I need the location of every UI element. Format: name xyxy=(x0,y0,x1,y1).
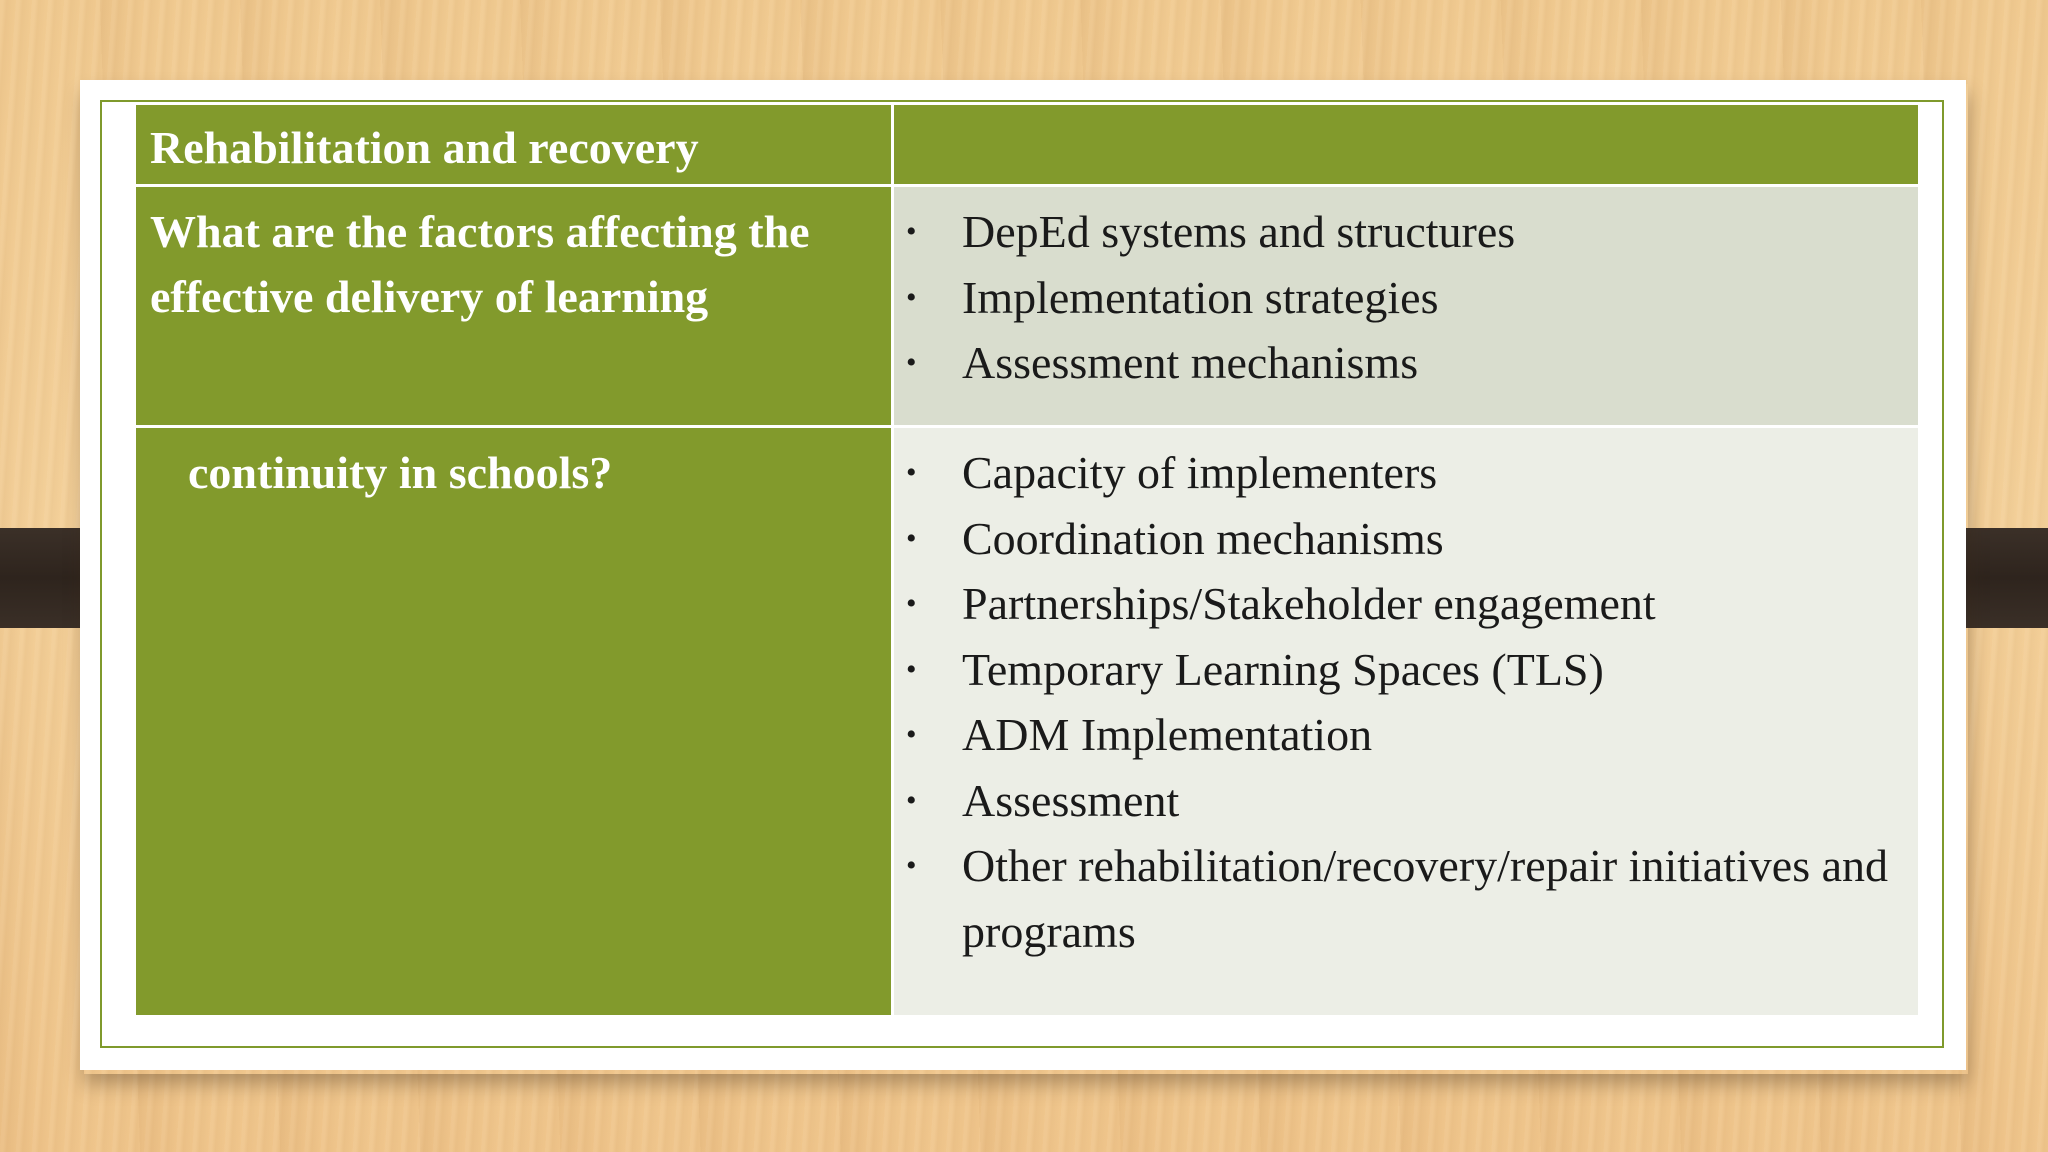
question-cell-continued xyxy=(135,427,893,1017)
header-cell-right xyxy=(893,104,1920,186)
question-text-part1: What are the factors affecting the effective delivery of learning xyxy=(150,206,810,322)
bullet-icon: • xyxy=(906,587,917,620)
table-row xyxy=(135,427,1920,1017)
table-header-row xyxy=(135,104,1920,186)
list-item: • Assessment xyxy=(894,768,1908,834)
bullet-icon: • xyxy=(906,718,917,751)
bullet-icon: • xyxy=(906,849,917,882)
question-text-part2: continuity in schools? xyxy=(188,447,613,498)
table-row xyxy=(135,186,1920,427)
answer-cell-group1 xyxy=(893,186,1920,427)
list-item: • DepEd systems and structures xyxy=(894,199,1908,265)
list-item: • ADM Implementation xyxy=(894,702,1908,768)
bullet-icon: • xyxy=(906,215,917,248)
list-item: • Implementation strategies xyxy=(894,265,1908,331)
bullet-icon: • xyxy=(906,346,917,379)
bullet-icon: • xyxy=(906,456,917,489)
list-item: • Assessment mechanisms xyxy=(894,330,1908,396)
answer-cell-group2 xyxy=(893,427,1920,1017)
bullet-icon: • xyxy=(906,652,917,686)
bullet-icon: • xyxy=(906,783,917,817)
factor-list-group1 xyxy=(894,187,1918,396)
list-item: • Partnerships/Stakeholder engagement xyxy=(894,571,1908,637)
list-item: • Temporary Learning Spaces (TLS) xyxy=(894,637,1908,703)
list-item: • Other rehabilitation/recovery/repair initiatives and programs xyxy=(894,833,1908,964)
header-cell-left xyxy=(135,104,893,186)
factor-list-group2 xyxy=(894,428,1918,964)
list-item: • Coordination mechanisms xyxy=(894,506,1908,572)
bullet-icon: • xyxy=(906,521,917,555)
table-title: Rehabilitation and recovery xyxy=(150,122,699,173)
question-cell xyxy=(135,186,893,427)
bullet-icon: • xyxy=(906,280,917,314)
list-item: • Capacity of implementers xyxy=(894,440,1908,506)
content-table xyxy=(133,102,1921,1018)
